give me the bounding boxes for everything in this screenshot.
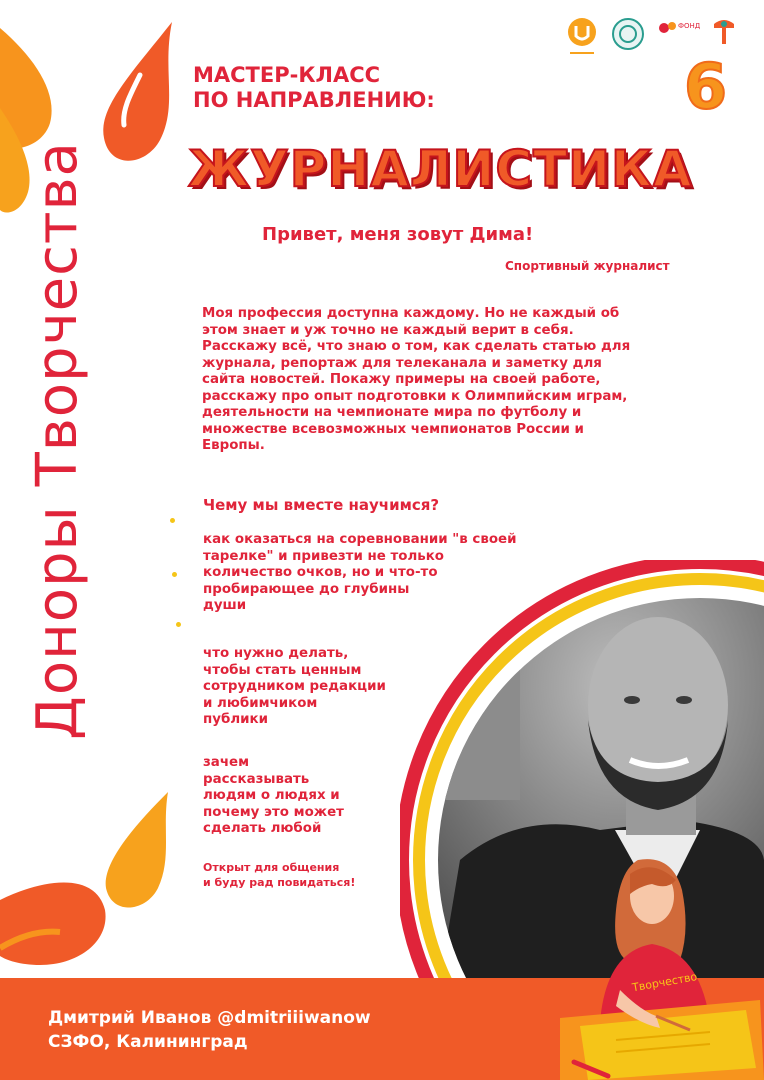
role-caption: Спортивный журналист (505, 259, 670, 273)
side-title (22, 0, 92, 880)
learn-line: тарелке" и привезти не только (203, 548, 445, 564)
decorative-drop-bottom-yellow (102, 788, 172, 928)
footer-text (48, 1006, 371, 1054)
about-line: Расскажу всё, что знаю о том, как сделать статью для (202, 339, 631, 354)
learn-line: сделать любой (203, 821, 322, 837)
logo-fund-text: ФОНД (678, 22, 701, 30)
learn-line: рассказывать (203, 771, 310, 787)
about-line: сайта новостей. Покажу примеры на своей работе, (202, 372, 601, 387)
greeting: Привет, меня зовут Дима! (262, 224, 534, 245)
learn-line: пробирающее до глубины (203, 581, 410, 597)
about-line: Европы. (202, 438, 265, 453)
logo-orange-circle-icon (564, 14, 600, 58)
decorative-drop-big-red (100, 20, 180, 170)
learn-line: что нужно делать, (203, 646, 349, 661)
about-line: журнала, репортаж для телеканала и заметку для (202, 355, 602, 371)
girl-writing-illustration (560, 840, 764, 1080)
bullet-dot (176, 622, 181, 627)
learn-item-1 (203, 532, 517, 615)
logo-teal-circle-icon (610, 16, 646, 52)
bullet-dot (172, 572, 177, 577)
bullet-dot (170, 518, 175, 523)
learn-line: сотрудником редакции (203, 679, 386, 695)
learn-line: как оказаться на соревновании "в своей (203, 532, 517, 547)
topic-title: ЖУРНАЛИСТИКА (188, 140, 693, 198)
master-class-line-1: МАСТЕР-КЛАСС (193, 63, 381, 87)
learn-line: людям о людях и (203, 788, 340, 804)
about-line: этом знает и уж точно не каждый верит в себя. (202, 322, 574, 338)
about-line: расскажу про опыт подготовки к Олимпийским играм, (202, 388, 628, 404)
learn-line: и любимчиком (203, 695, 318, 711)
learn-item-3 (203, 755, 344, 838)
learn-title: Чему мы вместе научимся? (203, 496, 440, 514)
learn-line: чтобы стать ценным (203, 662, 362, 678)
girl-shirt-text: Творчество (631, 970, 699, 995)
learn-line: количество очков, но и что-то (203, 565, 438, 581)
learn-item-2 (203, 646, 386, 729)
logo-fund-mark (656, 20, 700, 52)
closing-note (203, 860, 355, 890)
about-paragraph (202, 306, 702, 455)
learn-line: публики (203, 712, 268, 728)
badge-number: 6 (684, 50, 728, 123)
decorative-drop-bottom-left (0, 870, 110, 980)
master-class-line-2: ПО НАПРАВЛЕНИЮ: (193, 88, 435, 112)
master-class-heading (193, 63, 435, 113)
about-line: множестве всевозможных чемпионатов России и (202, 421, 584, 437)
author-name: Дмитрий Иванов @dmitriiiwanow (48, 1008, 371, 1028)
learn-line: души (203, 598, 247, 614)
about-line: деятельности на чемпионате мира по футболу и (202, 405, 582, 420)
closing-line: Открыт для общения (203, 861, 340, 874)
learn-line: почему это может (203, 804, 344, 820)
learn-line: зачем (203, 755, 250, 770)
about-line: Моя профессия доступна каждому. Но не каждый об (202, 306, 620, 321)
author-location: СЗФО, Калининград (48, 1032, 248, 1052)
side-title-text: Доноры Творчества (24, 140, 90, 740)
closing-line: и буду рад повидаться! (203, 876, 356, 889)
